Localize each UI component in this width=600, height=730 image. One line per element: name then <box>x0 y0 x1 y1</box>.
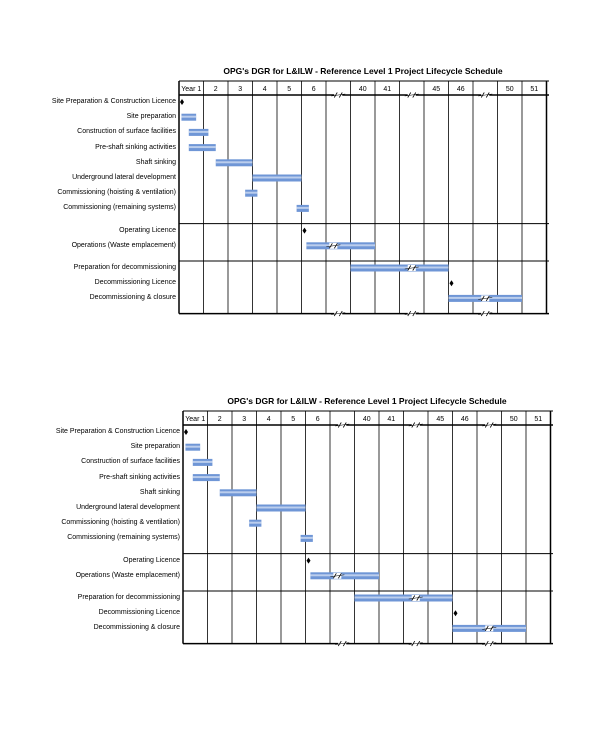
task-bar <box>355 595 453 602</box>
task-label: Underground lateral development <box>76 504 180 511</box>
task-label: Decommissioning Licence <box>98 609 180 617</box>
milestone-marker <box>184 429 188 435</box>
task-label: Commissioning (hoisting & ventilation) <box>61 519 180 527</box>
task-bar <box>185 444 200 451</box>
task-bar <box>253 175 302 182</box>
column-header-label: 45 <box>432 86 441 93</box>
task-label: Decommissioning Licence <box>94 279 176 287</box>
task-label: Site preparation <box>130 443 180 451</box>
column-header-label: 50 <box>509 416 518 423</box>
task-bar <box>193 474 220 481</box>
task-label: Preparation for decommissioning <box>77 594 180 601</box>
column-header-label: 3 <box>238 86 243 93</box>
task-bar <box>310 572 379 579</box>
gantt-grid <box>178 80 550 321</box>
task-label: Underground lateral development <box>72 174 176 181</box>
task-bar <box>249 520 261 527</box>
task-bar <box>189 144 216 151</box>
task-bar <box>301 535 313 542</box>
column-header-label: 6 <box>311 86 316 93</box>
task-label: Site Preparation & Construction Licence <box>51 98 176 105</box>
milestone-marker <box>450 280 454 286</box>
task-label: Commissioning (hoisting & ventilation) <box>57 189 176 197</box>
task-label: Operations (Waste emplacement) <box>71 241 176 249</box>
task-bar <box>189 129 209 136</box>
task-bar <box>220 489 257 496</box>
column-header-label: Year 1 <box>181 86 202 93</box>
column-header-label: 6 <box>315 416 320 423</box>
task-label: Operations (Waste emplacement) <box>75 571 180 579</box>
task-label: Pre-shaft sinking activities <box>95 143 176 151</box>
task-label: Decommissioning & closure <box>93 624 180 632</box>
column-header-label: 4 <box>266 416 271 423</box>
milestone-marker <box>180 99 184 105</box>
task-bar <box>245 190 257 197</box>
column-header-label: 46 <box>460 416 469 423</box>
task-label: Commissioning (remaining systems) <box>67 534 180 542</box>
column-header-label: 41 <box>383 86 392 93</box>
column-header-label: 46 <box>456 86 465 93</box>
task-label: Operating Licence <box>123 556 180 564</box>
column-header-label: Year 1 <box>185 416 206 423</box>
column-header-label: 5 <box>291 416 296 423</box>
schedule-chart-2 <box>0 396 600 726</box>
chart-title: OPG's DGR for L&ILW - Reference Level 1 Project Lifecycle Schedule <box>223 66 503 76</box>
task-bar <box>181 114 196 121</box>
gantt-grid <box>182 410 554 651</box>
column-header-label: 2 <box>213 86 218 93</box>
task-label: Shaft sinking <box>139 488 180 496</box>
milestone-marker <box>454 610 458 616</box>
task-bar <box>257 505 306 512</box>
column-header-label: 45 <box>436 416 445 423</box>
column-header-label: 40 <box>358 86 367 93</box>
column-header-label: 40 <box>362 416 371 423</box>
task-label: Site Preparation & Construction Licence <box>55 428 180 435</box>
milestone-marker <box>307 558 311 564</box>
column-header-label: 3 <box>242 416 247 423</box>
schedule-chart-1 <box>0 66 600 396</box>
task-label: Site preparation <box>126 113 176 121</box>
column-header-label: 50 <box>505 86 514 93</box>
task-bar <box>297 205 309 212</box>
task-label: Construction of surface facilities <box>77 128 176 136</box>
chart-title: OPG's DGR for L&ILW - Reference Level 1 Project Lifecycle Schedule <box>227 396 507 406</box>
column-header-label: 41 <box>387 416 396 423</box>
task-label: Pre-shaft sinking activities <box>99 473 180 481</box>
task-label: Decommissioning & closure <box>89 294 176 302</box>
task-label: Operating Licence <box>119 226 176 234</box>
task-label: Commissioning (remaining systems) <box>63 204 176 212</box>
milestone-marker <box>303 228 307 234</box>
task-label: Construction of surface facilities <box>81 458 180 466</box>
task-label: Shaft sinking <box>135 158 176 166</box>
task-bar <box>216 159 253 166</box>
column-header-label: 51 <box>530 86 539 93</box>
column-header-label: 4 <box>262 86 267 93</box>
task-label: Preparation for decommissioning <box>73 264 176 271</box>
column-header-label: 5 <box>287 86 292 93</box>
task-bar <box>306 242 375 249</box>
task-bar <box>351 265 449 272</box>
column-header-label: 2 <box>217 416 222 423</box>
column-header-label: 51 <box>534 416 543 423</box>
task-bar <box>193 459 213 466</box>
